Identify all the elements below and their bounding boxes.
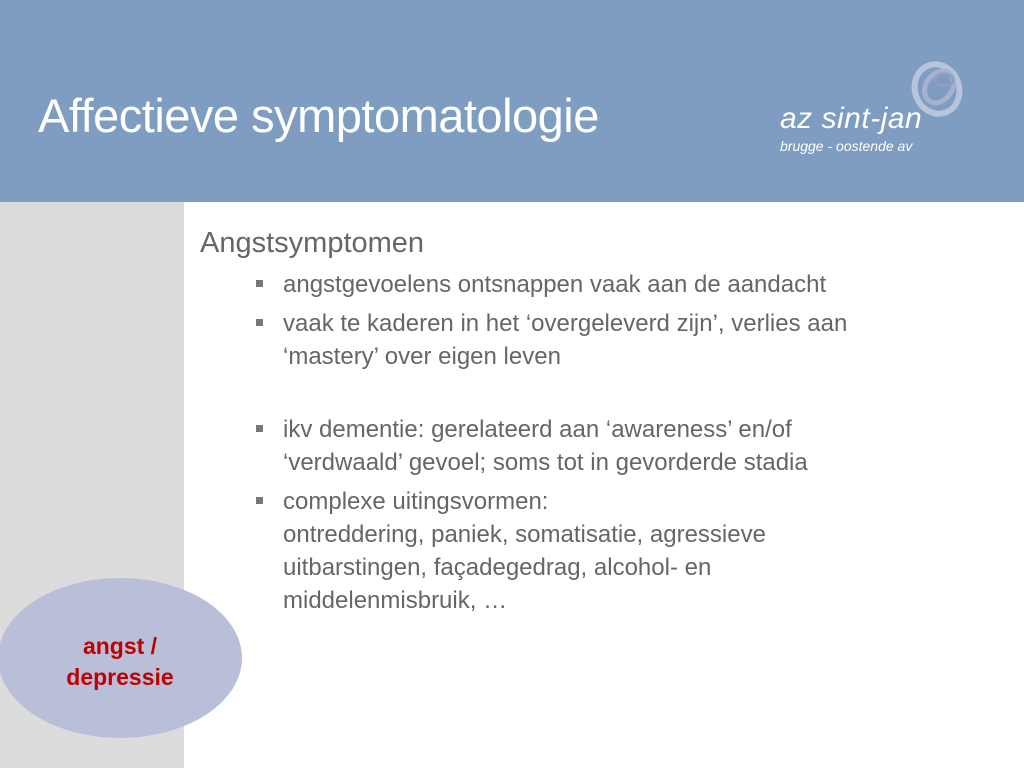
slide-header (0, 0, 1024, 202)
slide-content (200, 226, 1000, 623)
bullet-line: angstgevoelens ontsnappen vaak aan de aandacht (283, 271, 827, 298)
bullet-line: ikv dementie: gerelateerd aan ‘awareness’ en/of (283, 416, 792, 443)
bullet-line: ontreddering, paniek, somatisatie, agressieve (283, 521, 766, 548)
bullet-item (256, 307, 1000, 373)
topic-badge-line-1: angst / (82, 633, 158, 659)
section-title: Angstsymptomen (200, 227, 425, 259)
bullet-list (200, 268, 1000, 617)
bullet-line: vaak te kaderen in het ‘overgeleverd zijn’, verlies aan (283, 310, 848, 337)
slide-title: Affectieve symptomatologie (38, 89, 599, 142)
topic-badge-line-2: depressie (66, 664, 174, 690)
bullet-item (256, 268, 1000, 301)
bullet-item (256, 413, 1000, 479)
topic-badge-label (50, 631, 190, 693)
bullet-line: middelenmisbruik, … (283, 587, 508, 614)
bullet-line: uitbarstingen, façadegedrag, alcohol- en (283, 554, 712, 581)
logo-name: az sint-jan (780, 102, 923, 135)
bullet-line: complexe uitingsvormen: (283, 488, 549, 515)
logo (776, 58, 976, 158)
bullet-item (256, 485, 1000, 617)
bullet-line: ‘mastery’ over eigen leven (283, 343, 561, 370)
bullet-line: ‘verdwaald’ gevoel; soms tot in gevorderde stadia (283, 449, 808, 476)
logo-subtitle: brugge - oostende av (780, 138, 913, 154)
